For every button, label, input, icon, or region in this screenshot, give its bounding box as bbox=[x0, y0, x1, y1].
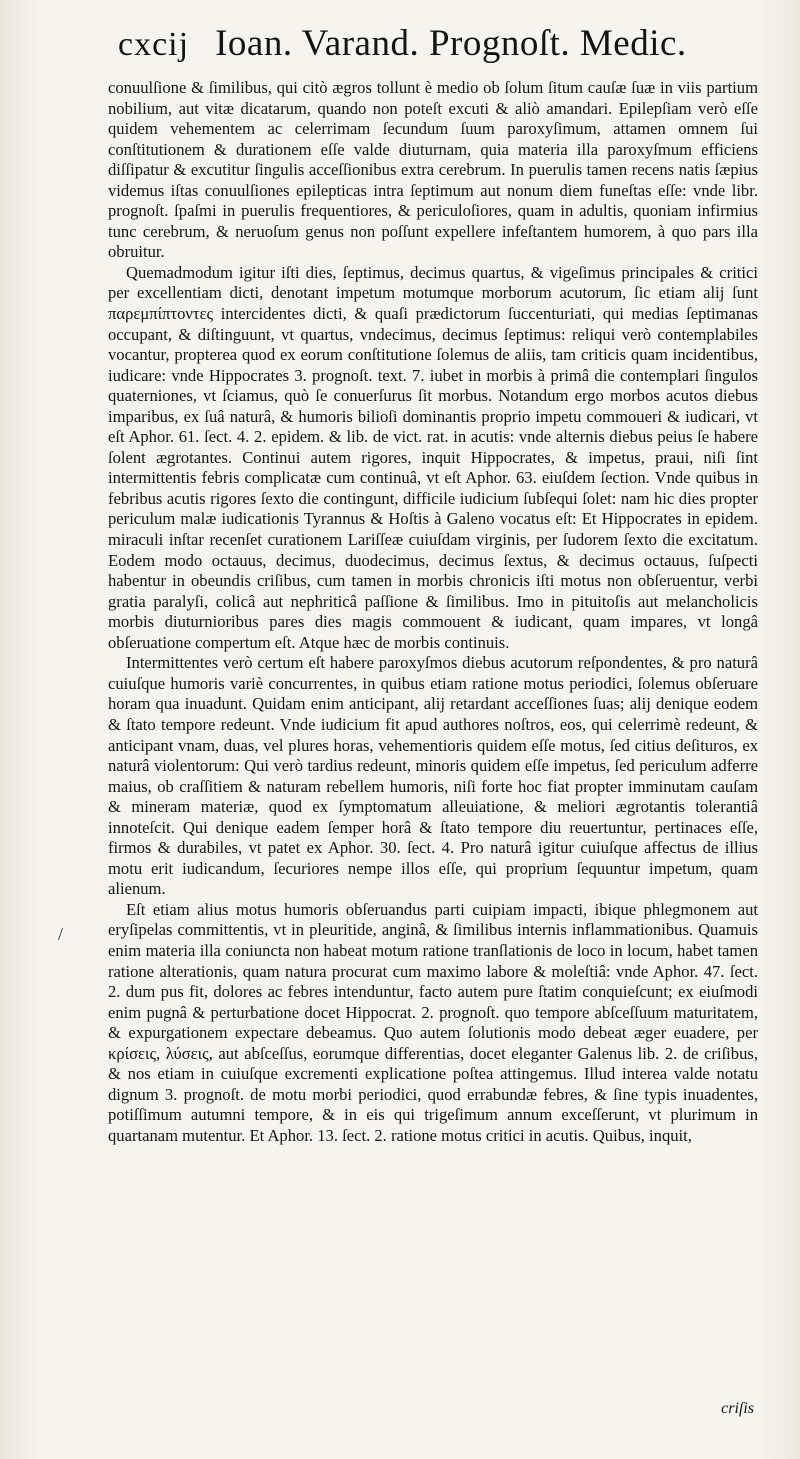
paragraph-2: Quemadmodum igitur iſti dies, ſeptimus, decimus quartus, & vigeſimus principales & critici per excellentiam dicti, denotant impetum motumque morborum acutorum, ſic etiam alij ſunt παρεμπίπτοντες intercidentes dicti, & quaſi prædictorum ſuccenturiati, qui medias ſeptimanas occupant, & diſtinguunt, vt quartus, vndecimus, decimus ſeptimus: reliqui verò contemplabiles vocantur, propterea quod ex eorum conſtitutione ſolemus de aliis, tam criticis quam incidentibus, iudicare: vnde Hippocrates 3. prognoſt. text. 7. iubet in morbis à primâ die contemplari ſingulos quaterniones, vt ſciamus, quò ſe conuerſurus ſit morbus. Notandum ergo morbos acutos diebus imparibus, ex ſuâ naturâ, & humoris bilioſi dominantis proprio impetu commoueri & iudicari, vt eſt Aphor. 61. ſect. 4. 2. epidem. & lib. de vict. rat. in acutis: vnde alternis diebus peius ſe habere ſolent ægrotantes. Continui autem rigores, inquit Hippocrates, & impetus, praui, niſi ſint intermittentis febris complicatæ cum continuâ, vt eſt Aphor. 63. eiuſdem ſection. Vnde quibus in febribus acutis rigores ſexto die contingunt, difficile iudicium ſubſequi ſolet: nam hic dies propter periculum malæ iudicationis Tyrannus & Hoſtis à Galeno vocatus eſt: Et Hippocrates in epidem. miraculi inſtar recenſet curationem Lariſſeæ cuiuſdam virginis, per ſudorem ſexto die excitatum. Eodem modo octauus, decimus, duodecimus, decimus ſextus, & decimus octauus, ſuſpecti habentur in obeundis criſibus, cum tamen in morbis chronicis iſti motus non obſeruentur, verbi gratia paralyſi, colicâ aut nephriticâ paſſione & ſimilibus. Imo in pituitoſis aut melancholicis morbis diuturnioribus pares dies magis commouent & iudicant, quam impares, vt longâ obſeruatione compertum eſt. Atque hæc de morbis continuis. bbox=[108, 262, 758, 652]
body-text bbox=[108, 78, 758, 1146]
page-header bbox=[118, 22, 758, 78]
folio-number: cxcij bbox=[118, 26, 190, 63]
catchword: criſis bbox=[721, 1400, 754, 1417]
running-title: Ioan. Varand. Prognoſt. Medic. bbox=[215, 23, 687, 64]
paragraph-3: Intermittentes verò certum eſt habere paroxyſmos diebus acutorum reſpondentes, & pro naturâ cuiuſque humoris variè concurrentes, in quibus etiam ratione motus periodici, ſolemus obſeruare horam qua inuadunt. Quidam enim anticipant, alij retardant acceſſiones ſuas; alij denique eodem & ſtato tempore redeunt. Vnde iudicium fit apud authores noſtros, eos, qui celerrimè redeunt, & anticipant vnam, duas, vel plures horas, vehementioris quidem eſſe motus, ſed citius deſituros, ex naturâ violentorum: Qui verò tardius redeunt, minoris quidem eſſe impetus, ſed periculum adferre maius, ob craſſitiem & naturam rebellem humoris, niſi forte hoc fiat propter imminutam cauſam & mineram materiæ, quod ex ſymptomatum alleuiatione, & meliori ægrotantis tolerantiâ innoteſcit. Qui denique eadem ſemper horâ & ſtato tempore diu reuertuntur, pertinaces eſſe, firmos & durabiles, vt patet ex Aphor. 30. ſect. 4. Pro naturâ igitur cuiuſque affectus de illius motu erit iudicandum, ſecuriores nempe illos eſſe, qui proprium ſequuntur impetum, quam alienum. bbox=[108, 653, 758, 899]
paragraph-1: conuulſione & ſimilibus, qui citò ægros tollunt è medio ob ſolum ſitum cauſæ ſuæ in viis partium nobilium, aut vitæ dicatarum, quando non poteſt excuti & aliò amandari. Epilepſiam verò eſſe quidem vehementem ac celerrimam ſecundum ſuum paroxyſimum, attamen omnem ſui conſtitutionem & durationem eſſe valde diuturnam, quia materia illa paroxyſmum efficiens diſſipatur & excutitur ſingulis acceſſionibus extra cerebrum. In puerulis tamen recens natis ſæpius videmus iſtas conuulſiones epilepticas intra ſeptimum aut nonum diem funeſtas eſſe: vnde libr. prognoſt. ſpaſmi in puerulis frequentiores, & periculoſiores, quam in adultis, quoniam infirmius tunc cerebrum, & neruoſum genus non poſſunt expellere infeſtantem humorem, à quo pars illa obruitur. bbox=[108, 78, 758, 262]
paragraph-4: Eſt etiam alius motus humoris obſeruandus parti cuipiam impacti, ibique phlegmonem aut eryſipelas committentis, vt in pleuritide, anginâ, & ſimilibus internis inflammationibus. Quamuis enim materia illa coniuncta non habeat motum ratione tranſlationis de loco in locum, habet tamen ratione alterationis, quam natura procurat cum maximo labore & moleſtiâ: vnde Aphor. 47. ſect. 2. dum pus fit, dolores ac febres intenduntur, facto autem pure ſtatim conquieſcunt; ex eiuſmodi enim pugnâ & perturbatione docet Hippocrat. 2. prognoſt. quo tempore abſceſſuum maturitatem, & expurgationem expectare debeamus. Quo autem ſolutionis modo debeat æger euadere, per κρίσεις, λύσεις, aut abſceſſus, eorumque differentias, docet eleganter Galenus lib. 2. de criſibus, & nos etiam in cuiuſque excrementi explicatione poſtea attingemus. Illud interea valde notatu dignum 3. prognoſt. de motu morbi periodici, quod errabundæ febres, & ſine typis inuadentes, potiſſimum autumni tempore, & in eis qui trigeſimum annum exceſſerunt, vt plurimum in quartanam mutentur. Et Aphor. 13. ſect. 2. ratione motus critici in acutis. Quibus, inquit, bbox=[108, 899, 758, 1145]
margin-mark: / bbox=[58, 924, 64, 944]
